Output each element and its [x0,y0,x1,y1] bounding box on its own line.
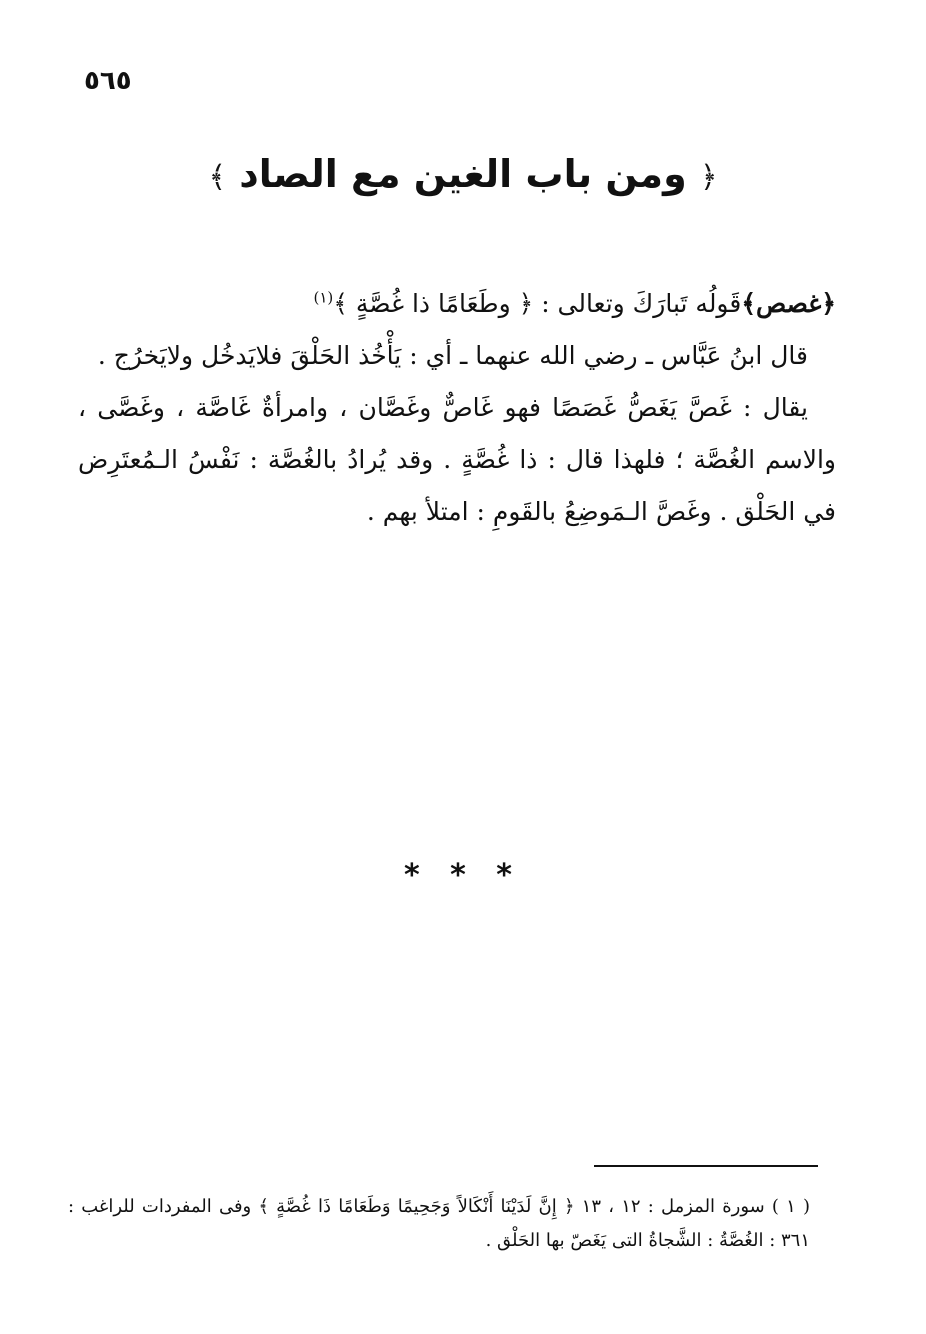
section-separator: * * * [404,858,522,893]
chapter-title [0,152,926,196]
entry-intro-line [78,278,836,330]
entry-body [78,278,836,538]
entry-paragraph: يقال : غَصَّ يَغَصُّ غَصَصًا فهو غَاصٌّ وغَصَّان ، وامرأةٌ غَاصَّة ، وغَصَّى ، والاسم الغُصَّة ؛ فلهذا قال : ذا غُصَّةٍ . وقد يُرادُ بالغُصَّة : نَفْسُ الـمُعتَرِض في الحَلْق . وغَصَّ الـمَوضِعُ بالقَومِ : امتلأ بهم . [78,393,836,526]
entry-headword: ﴿غصص﴾ [741,289,836,318]
entry-intro: قَولُه تَبارَكَ وتعالى : ﴿ وطَعَامًا ذا غُصَّةٍ ﴾ [333,289,742,318]
chapter-title-text: ومن باب الغين مع الصاد [239,152,687,196]
footnote [68,1190,810,1258]
title-ornament-left: ﴾ [208,160,227,195]
entry-paragraph: قال ابنُ عَبَّاس ـ رضي الله عنهما ـ أي : يَأْخُذ الحَلْقَ فلايَدخُل ولايَخرُج . [97,341,808,370]
footnote-divider [594,1165,818,1167]
footnote-text: ( ١ ) سورة المزمل : ١٢ ، ١٣ ﴿ إِنَّ لَدَيْنَا أَنْكَالاً وَجَحِيمًا وَطَعَامًا ذَا غُصَّةٍ ﴾ وفى المفردات للراغب : ٣٦١ : الغُصَّةُ : الشَّجاةُ التى يَغَصّ بها الحَلْق . [68,1196,810,1251]
title-ornament-right: ﴿ [699,160,718,195]
page-number: ٥٦٥ [84,66,132,96]
footnote-reference: (١) [313,288,334,307]
